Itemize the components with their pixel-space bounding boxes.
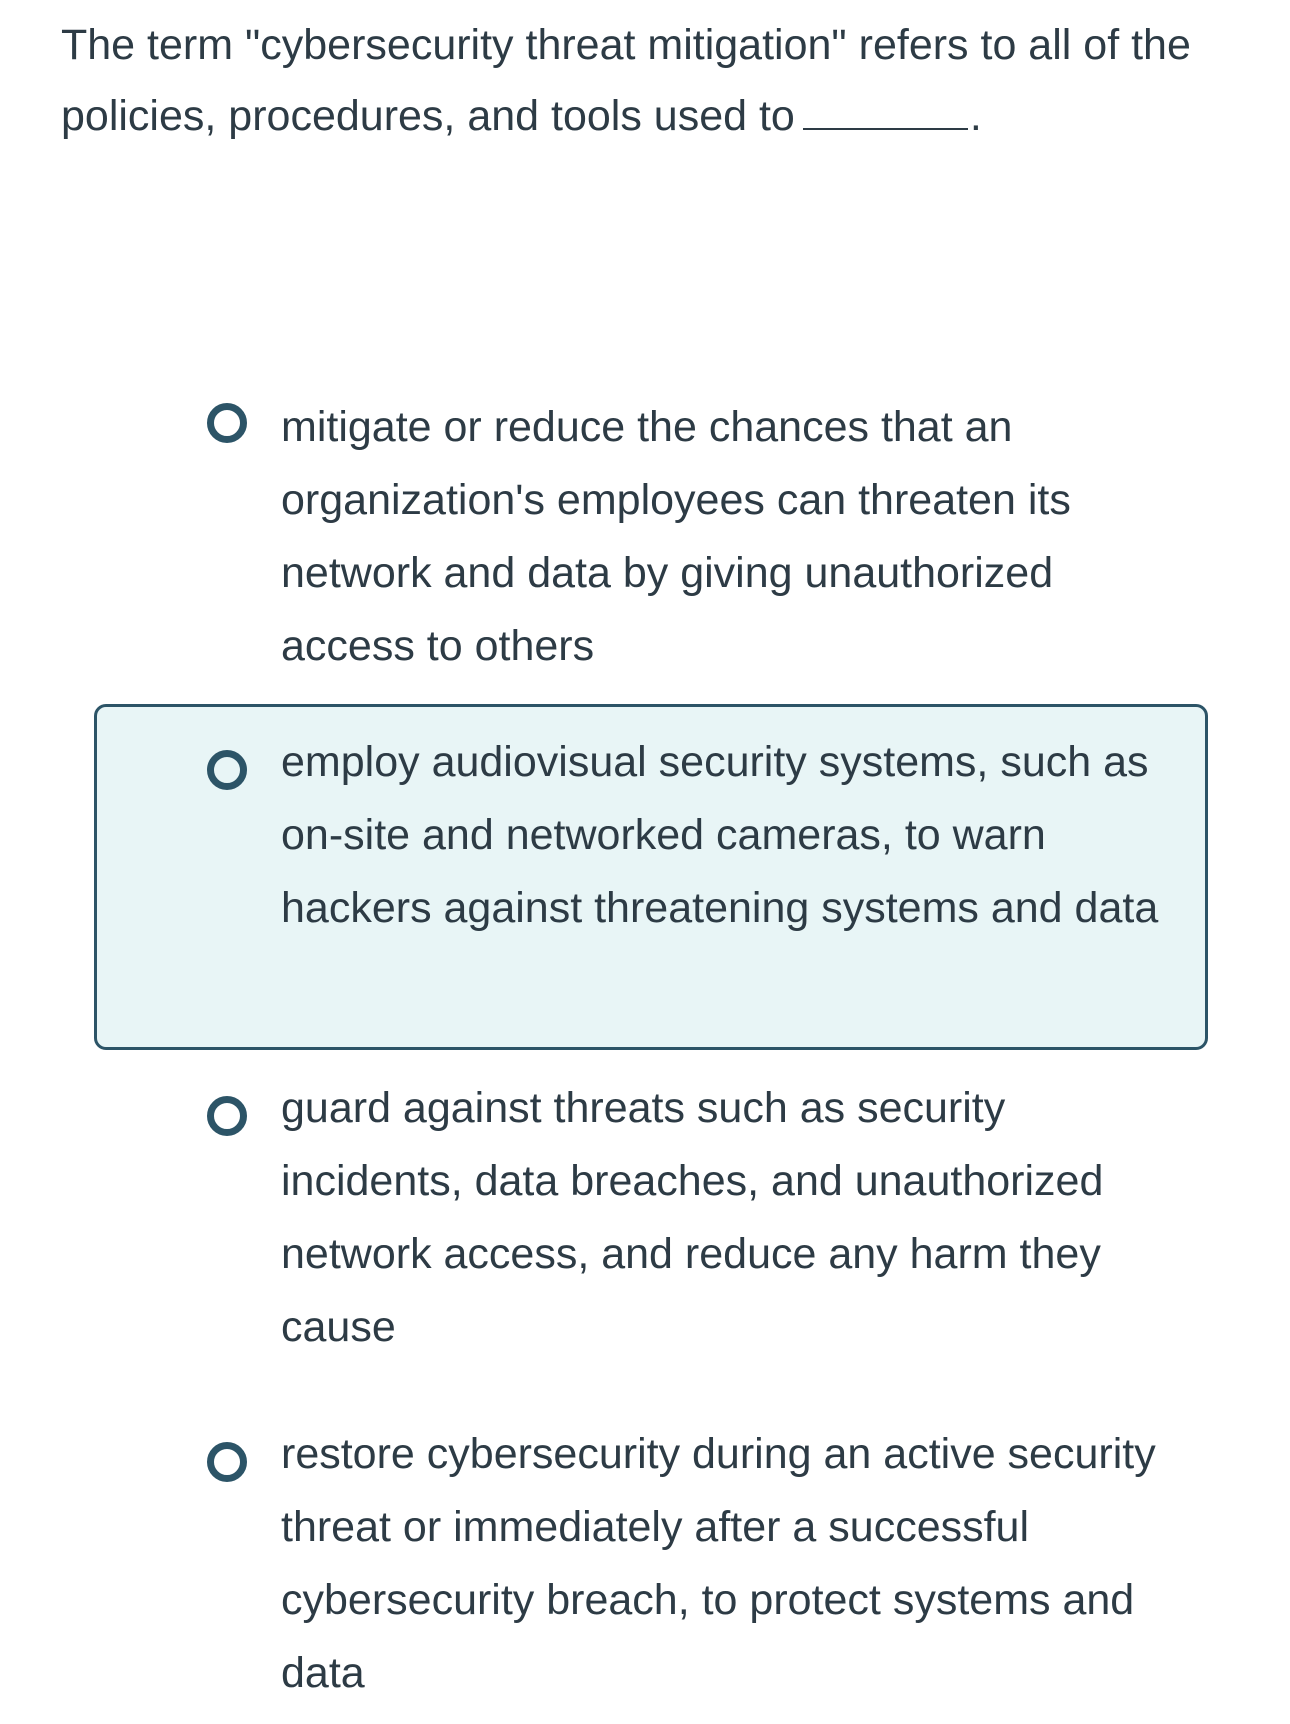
answer-option-1[interactable] [94, 358, 1208, 668]
answer-option-label: guard against threats such as security incidents, data breaches, and unauthorized network access, and reduce any harm they cause [281, 1084, 1104, 1351]
answer-option-label: restore cybersecurity during an active security threat or immediately after a successful cybersecurity breach, to protect systems and data [281, 1430, 1156, 1697]
answer-option-4[interactable] [94, 1400, 1208, 1724]
answer-option-3[interactable] [94, 1054, 1208, 1384]
question-text-before-blank: The term "cybersecurity threat mitigation" refers to all of the policies, procedures, and tools used to [61, 21, 1191, 140]
answer-blank [803, 80, 968, 130]
question-text [61, 10, 1241, 151]
radio-unchecked-icon[interactable] [207, 1096, 247, 1136]
answer-option-label: employ audiovisual security systems, such as on-site and networked cameras, to warn hackers against threatening systems and data [281, 738, 1159, 932]
radio-unchecked-icon[interactable] [207, 1442, 247, 1482]
radio-unchecked-icon[interactable] [207, 403, 247, 443]
question-text-after-blank: . [969, 92, 982, 140]
answer-option-2[interactable] [94, 704, 1208, 1050]
radio-unchecked-icon[interactable] [207, 750, 247, 790]
answer-option-label: mitigate or reduce the chances that an organization's employees can threaten its network and data by giving unauthorized access to others [281, 403, 1071, 670]
